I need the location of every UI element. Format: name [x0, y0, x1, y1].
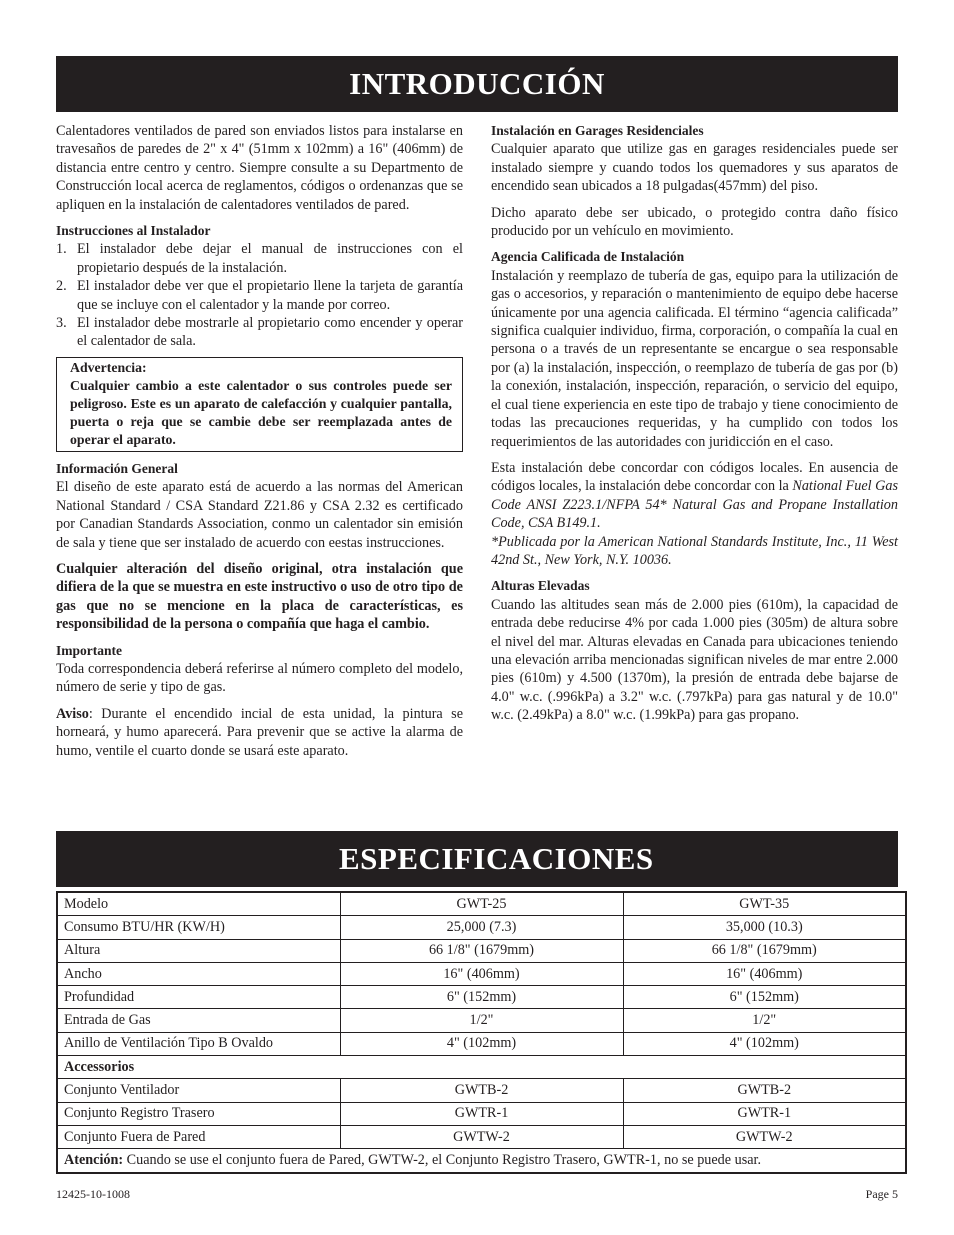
table-row [57, 1009, 906, 1032]
specs-table [56, 891, 907, 1174]
accessories-header-row [57, 1056, 906, 1079]
installer-heading: Instrucciones al Instalador [56, 223, 211, 239]
page-number: Page 5 [865, 1187, 898, 1201]
intro-title: INTRODUCCIÓN [349, 66, 605, 101]
gwt35-value: GWT-35 [623, 892, 906, 916]
list-item [56, 240, 463, 277]
row-label: Anillo de Ventilación Tipo B Ovaldo [57, 1032, 340, 1055]
general-heading: Información General [56, 460, 178, 476]
list-number: 1. [56, 241, 67, 258]
alteration-text: Cualquier alteración del diseño original, otra instalación que difiera de la que se muestra en este instructivo o uso de otro tipo de gas que no se mencione en la placa de características, es responsibilidad de la persona o compañía que haga el cambio. [56, 560, 463, 633]
warning-title: Advertencia: [70, 359, 147, 375]
list-text: El instalador debe mostrarle al propietario como encender y operar el calentador de sala. [77, 315, 463, 350]
table-row [57, 939, 906, 962]
intro-left-column [56, 122, 463, 768]
table-row [57, 962, 906, 985]
attention-cell [57, 1149, 906, 1173]
altitude-text: Cuando las altitudes sean más de 2.000 pies (610m), la capacidad de entrada debe reducirse 4% por cada 1.000 pies (305m) de altura sobre el nivel del mar. Alturas elevadas en Canada para ubicaciones teniendo una elevación arriba mencionadas significan niveles de mar entre 2.000 pies (610m) y 4.500 (1370m), la presión de entrada debe bajarse de 4.0" w.c. (.996kPa) a 3.2" w.c. (.797kPa) para gas natural y de 10.0" w.c. (2.49kPa) a 8.0" w.c. (1.99kPa) para gas propano. [491, 596, 898, 724]
gwt25-value: 6" (152mm) [340, 986, 623, 1009]
gwt25-value: GWTR-1 [340, 1102, 623, 1125]
gwt35-value: GWTW-2 [623, 1125, 906, 1148]
gwt35-value: GWTR-1 [623, 1102, 906, 1125]
gwt25-value: GWT-25 [340, 892, 623, 916]
row-label: Profundidad [57, 986, 340, 1009]
attention-row [57, 1149, 906, 1173]
agency-text: Instalación y reemplazo de tubería de gas, equipo para la utilización de gas o accesorios, y reparación o mantenimiento de equipo debe hacerse únicamente por una agencia calificada. El término “agencia calificada” significa cualquier individuo, firma, corporación, o compañía la cual en persona o a través de un representante se encargue o sea responsable por (a) la instalación, inspección, o reemplazo de tubería de gas por (b) la conexión, instalación, inspección, reparación, o servicio del equipo, el cual tiene experiencia en este tipo de trabajo y tiene conocimiento de todas las precauciones requeridas, y ha cumplido con todos los requerimientos de las autoridades con juridicción en el caso. [491, 267, 898, 450]
agency-heading: Agencia Calificada de Instalación [491, 249, 685, 265]
general-text: El diseño de este aparato está de acuerdo a las normas del American National Standard / CSA Standard Z21.86 y CSA 2.32 es certificado por Canadian Standards Association, conmo un calentador sin emisión de sala y tiene que ser instalado de acuerdo con eestas instrucciones. [56, 479, 463, 551]
gwt25-value: 16" (406mm) [340, 962, 623, 985]
intro-banner [56, 56, 898, 112]
warning-text: Cualquier cambio a este calentador o sus controles puede ser peligroso. Este es un aparato de calefacción y cualquier pantalla, puerta o reja que se cambie debe ser reemplazada antes de operar el aparato. [70, 377, 452, 447]
important-text: Toda correspondencia deberá referirse al número completo del modelo, número de serie y tipo de gas. [56, 660, 463, 696]
notice-paragraph [56, 705, 463, 760]
codes-text: Esta instalación debe concordar con códigos locales. En ausencia de códigos locales, la instalación debe concordar con la [491, 459, 898, 495]
altitude-heading: Alturas Elevadas [491, 578, 590, 594]
row-label: Entrada de Gas [57, 1009, 340, 1032]
table-row [57, 1102, 906, 1125]
accessories-label: Accessorios [57, 1056, 906, 1079]
list-number: 3. [56, 315, 67, 332]
warning-box [56, 357, 463, 452]
table-row [57, 1125, 906, 1148]
gwt25-value: GWTW-2 [340, 1125, 623, 1148]
gwt35-value: 35,000 (10.3) [623, 916, 906, 939]
table-row [57, 892, 906, 916]
list-text: El instalador debe ver que el propietario llene la tarjeta de garantía que se incluye con el calentador y la mande por correo. [77, 278, 463, 313]
gwt25-value: 4" (102mm) [340, 1032, 623, 1055]
codes-paragraph [491, 459, 898, 533]
list-item [56, 277, 463, 314]
codes-italic: National Fuel Gas Code ANSI Z223.1/NFPA 54* Natural Gas and Propane Installation Code, CSA B149.1. [491, 478, 898, 532]
attention-text: Cuando se use el conjunto fuera de Pared, GWTW-2, el Conjunto Registro Trasero, GWTR-1, no se puede usar. [123, 1151, 762, 1168]
list-number: 2. [56, 278, 67, 295]
gwt35-value: 6" (152mm) [623, 986, 906, 1009]
intro-right-column [491, 122, 898, 733]
row-label: Consumo BTU/HR (KW/H) [57, 916, 340, 939]
important-heading: Importante [56, 642, 122, 658]
gwt25-value: 1/2" [340, 1009, 623, 1032]
doc-number: 12425-10-1008 [56, 1187, 130, 1201]
gwt35-value: GWTB-2 [623, 1079, 906, 1102]
row-label: Conjunto Fuera de Pared [57, 1125, 340, 1148]
specs-title: ESPECIFICACIONES [339, 841, 654, 876]
gwt25-value: GWTB-2 [340, 1079, 623, 1102]
gwt25-value: 66 1/8" (1679mm) [340, 939, 623, 962]
garage-heading: Instalación en Garages Residenciales [491, 123, 704, 138]
codes-footnote: *Publicada por la American National Standards Institute, Inc., 11 West 42nd St., New York, N.Y. 10036. [491, 533, 898, 568]
list-text: El instalador debe dejar el manual de instrucciones con el propietario después de la instalación. [77, 241, 463, 276]
garage-text: Cualquier aparato que utilize gas en garages residenciales puede ser instalado siempre y cuando todos los quemadores y sus aparatos de encendido sean ubicados a 18 pulgadas(457mm) del piso. [491, 141, 898, 195]
attention-label: Atención: [64, 1151, 124, 1168]
table-row [57, 1079, 906, 1102]
specs-banner [56, 831, 898, 887]
table-row [57, 916, 906, 939]
table-row [57, 986, 906, 1009]
gwt35-value: 1/2" [623, 1009, 906, 1032]
garage-text-2: Dicho aparato debe ser ubicado, o protegido contra daño físico producido por un vehículo en movimiento. [491, 204, 898, 240]
notice-text: : Durante el encendido incial de esta unidad, la pintura se horneará, y humo aparecerá. Para prevenir que se active la alarma de humo, ventile el cuarto donde se usará este aparato. [56, 705, 463, 759]
row-label: Conjunto Ventilador [57, 1079, 340, 1102]
gwt35-value: 66 1/8" (1679mm) [623, 939, 906, 962]
row-label: Modelo [57, 892, 340, 916]
row-label: Ancho [57, 962, 340, 985]
gwt25-value: 25,000 (7.3) [340, 916, 623, 939]
gwt35-value: 4" (102mm) [623, 1032, 906, 1055]
intro-paragraph: Calentadores ventilados de pared son enviados listos para instalarse en travesaños de paredes de 2" x 4" (51mm x 102mm) a 16" (406mm) de distancia entre centro y centro. Siempre consulte a su Departmento de Construcción local acerca de reglamentos, códigos o ordenanzas que se apliquen en la instalación de calentadores ventilados de pared. [56, 123, 463, 213]
installer-list [56, 240, 463, 350]
row-label: Altura [57, 939, 340, 962]
notice-label: Aviso [56, 705, 89, 722]
row-label: Conjunto Registro Trasero [57, 1102, 340, 1125]
list-item [56, 314, 463, 351]
table-row [57, 1032, 906, 1055]
gwt35-value: 16" (406mm) [623, 962, 906, 985]
